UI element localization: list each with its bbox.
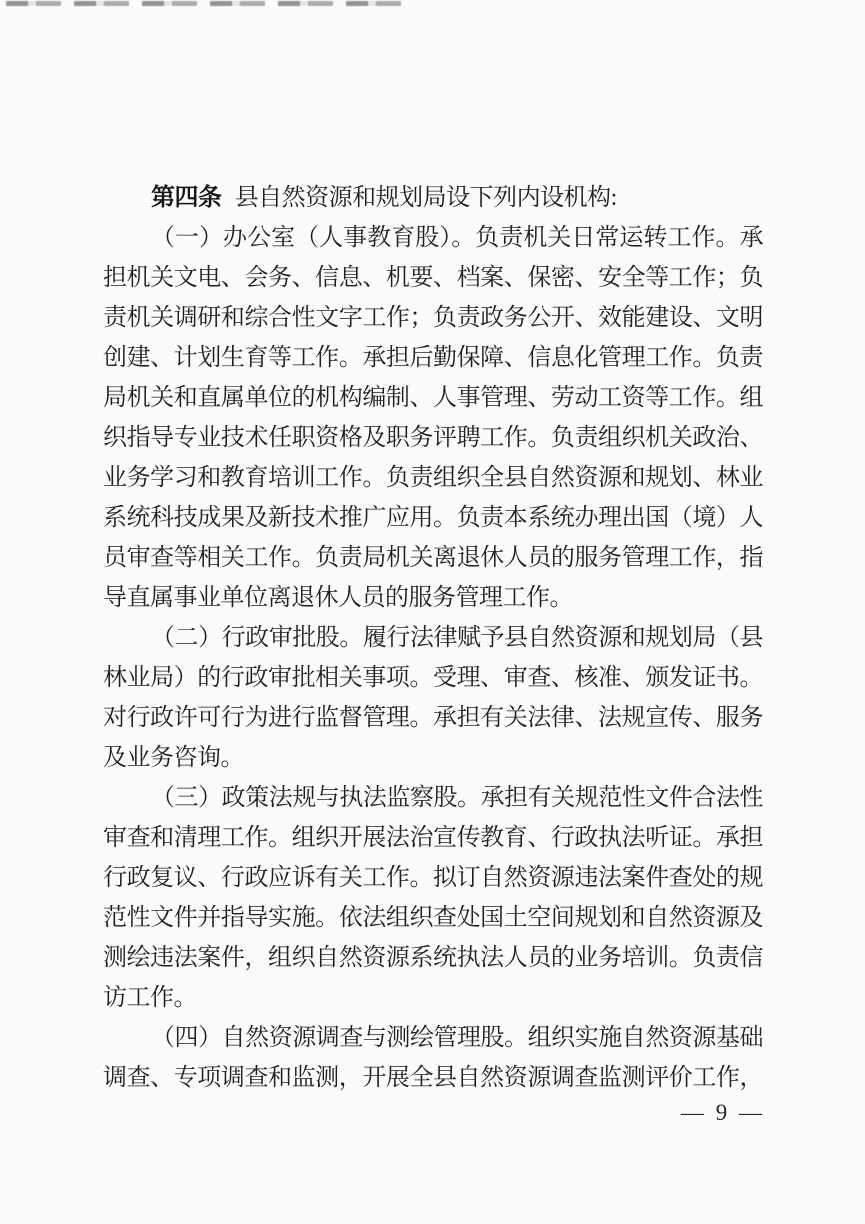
text-line: 系统科技成果及新技术推广应用。负责本系统办理出国（境）人	[103, 505, 763, 531]
document-body	[103, 178, 763, 1098]
text-line: （一）办公室（人事教育股）。负责机关日常运转工作。承	[151, 225, 763, 251]
text-line: 调查、专项调查和监测，开展全县自然资源调查监测评价工作，	[103, 1065, 763, 1091]
text-line: 织指导专业技术任职资格及职务评聘工作。负责组织机关政治、	[103, 425, 763, 451]
text-line: 审查和清理工作。组织开展法治宣传教育、行政执法听证。承担	[103, 825, 763, 851]
text-line: 业务学习和教育培训工作。负责组织全县自然资源和规划、林业	[103, 465, 763, 491]
text-line: （三）政策法规与执法监察股。承担有关规范性文件合法性	[151, 785, 763, 811]
text-line: 林业局）的行政审批相关事项。受理、审查、核准、颁发证书。	[103, 665, 763, 691]
text-line: （二）行政审批股。履行法律赋予县自然资源和规划局（县	[151, 625, 763, 651]
article-number: 第四条	[151, 185, 222, 211]
scan-edge-artifact	[6, 1, 406, 6]
text-line: 员审查等相关工作。负责局机关离退休人员的服务管理工作，指	[103, 545, 763, 571]
text-line: （四）自然资源调查与测绘管理股。组织实施自然资源基础	[151, 1025, 763, 1051]
text-line: 范性文件并指导实施。依法组织查处国土空间规划和自然资源及	[103, 905, 763, 931]
text-line: 导直属事业单位离退休人员的服务管理工作。	[103, 585, 573, 611]
article-title: 县自然资源和规划局设下列内设机构:	[234, 185, 617, 211]
text-line: 担机关文电、会务、信息、机要、档案、保密、安全等工作；负	[103, 265, 763, 291]
text-line: 行政复议、行政应诉有关工作。拟订自然资源违法案件查处的规	[103, 865, 763, 891]
text-line: 访工作。	[103, 985, 197, 1011]
text-line: 及业务咨询。	[103, 745, 244, 771]
text-line: 责机关调研和综合性文字工作；负责政务公开、效能建设、文明	[103, 305, 763, 331]
text-line: 对行政许可行为进行监督管理。承担有关法律、法规宣传、服务	[103, 705, 763, 731]
text-line: 创建、计划生育等工作。承担后勤保障、信息化管理工作。负责	[103, 345, 763, 371]
page-number: — 9 —	[681, 1100, 765, 1125]
text-line: 测绘违法案件，组织自然资源系统执法人员的业务培训。负责信	[103, 945, 763, 971]
text-line: 局机关和直属单位的机构编制、人事管理、劳动工资等工作。组	[103, 385, 763, 411]
article-heading	[103, 178, 763, 218]
